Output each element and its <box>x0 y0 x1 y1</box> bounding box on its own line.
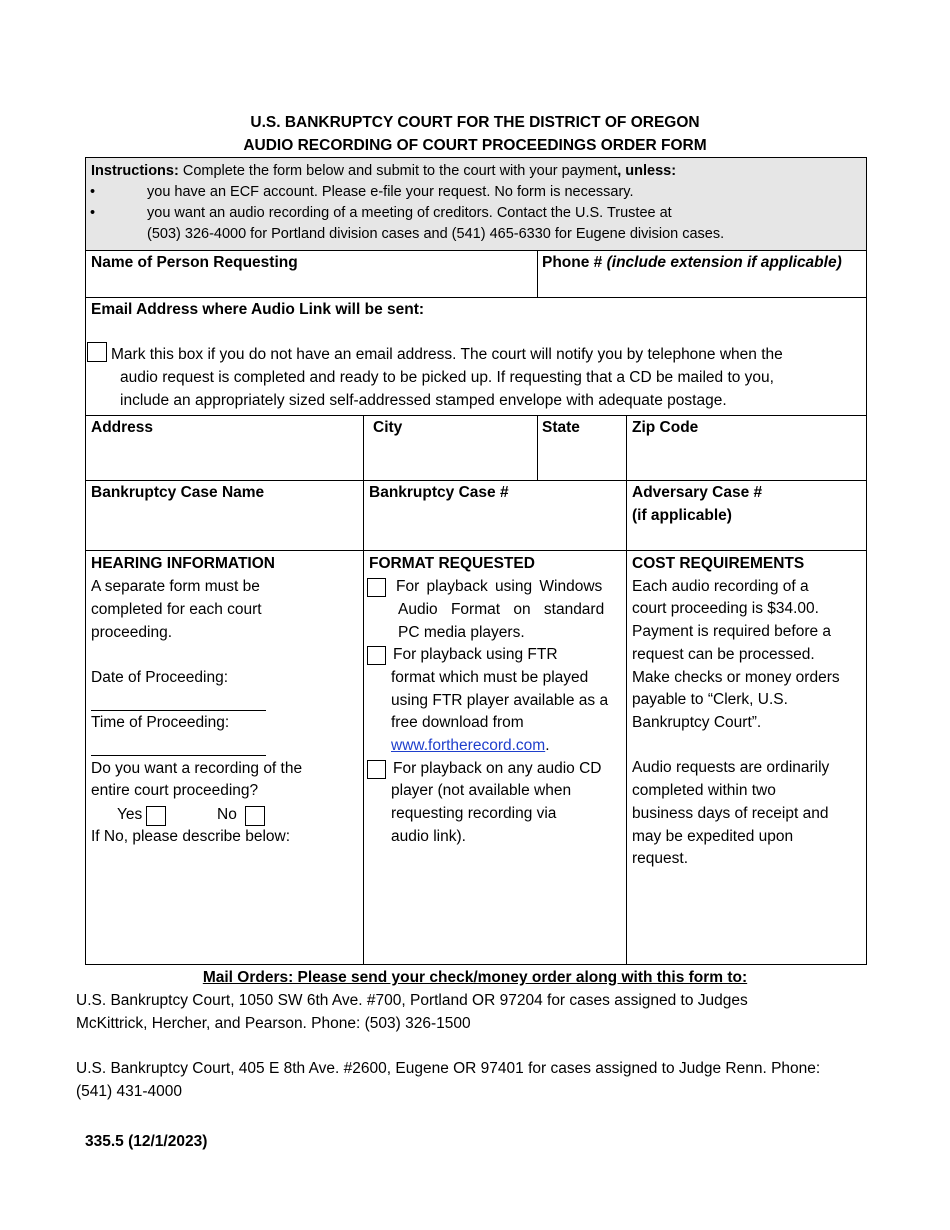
cost-text: Audio requests are ordinarily <box>632 759 830 776</box>
case-name-field-label: Bankruptcy Case Name <box>91 484 265 501</box>
format-windows-text: PC media players. <box>398 624 525 641</box>
describe-label: If No, please describe below: <box>91 828 291 845</box>
cost-text: may be expedited upon <box>632 828 794 845</box>
date-of-proceeding-field[interactable] <box>91 690 266 711</box>
time-of-proceeding-field[interactable] <box>91 735 266 756</box>
cost-text: request. <box>632 850 689 867</box>
zip-field-label: Zip Code <box>632 419 699 436</box>
format-cd-text: audio link). <box>391 828 466 845</box>
entire-proceeding-question: entire court proceeding? <box>91 782 259 799</box>
adversary-field-label: Adversary Case # <box>632 484 763 501</box>
format-ftr-text: For playback using FTR <box>393 646 558 663</box>
instruction-bullet-trustee-phones: (503) 326-4000 for Portland division cases and (541) 465-6330 for Eugene division cases. <box>147 226 725 242</box>
yes-label: Yes <box>117 806 143 823</box>
email-field-label: Email Address where Audio Link will be sent: <box>91 301 425 318</box>
cost-heading: COST REQUIREMENTS <box>632 555 805 572</box>
instructions-text: Instructions: Complete the form below and submit to the court with your payment, unless: <box>91 163 677 179</box>
format-cd-text: requesting recording via <box>391 805 557 822</box>
hearing-text: proceeding. <box>91 624 173 641</box>
cost-text: completed within two <box>632 782 776 799</box>
cost-text: Make checks or money orders <box>632 669 840 686</box>
instruction-bullet-trustee: you want an audio recording of a meeting of creditors. Contact the U.S. Trustee at <box>147 205 672 221</box>
fortherecord-link[interactable]: www.fortherecord.com <box>391 737 546 754</box>
cost-text: business days of receipt and <box>632 805 829 822</box>
case-number-field[interactable] <box>367 506 622 546</box>
cost-text: Bankruptcy Court”. <box>632 714 762 731</box>
format-ftr-text: using FTR player available as a <box>391 692 609 709</box>
adversary-field-hint: (if applicable) <box>632 507 732 524</box>
instruction-bullet-ecf: you have an ECF account. Please e-file your request. No form is necessary. <box>147 184 634 200</box>
bullet-icon: • <box>90 205 96 221</box>
describe-field[interactable] <box>89 852 359 960</box>
eugene-address: U.S. Bankruptcy Court, 405 E 8th Ave. #2600, Eugene OR 97401 for cases assigned to Judge Renn. Phone: <box>76 1060 821 1077</box>
format-cd-text: For playback on any audio CD <box>393 760 602 777</box>
address-field-label: Address <box>91 419 154 436</box>
no-label: No <box>217 806 237 823</box>
format-cd-text: player (not available when <box>391 782 572 799</box>
format-windows-text: For playback using Windows <box>396 578 603 595</box>
format-ftr-text: format which must be played <box>391 669 589 686</box>
case-number-field-label: Bankruptcy Case # <box>369 484 509 501</box>
name-field-label: Name of Person Requesting <box>91 254 298 271</box>
cost-text: request can be processed. <box>632 646 815 663</box>
cost-text: payable to “Clerk, U.S. <box>632 691 788 708</box>
format-ftr-text: free download from <box>391 714 524 731</box>
yes-checkbox[interactable] <box>146 806 166 826</box>
cost-text: court proceeding is $34.00. <box>632 600 819 617</box>
portland-address: McKittrick, Hercher, and Pearson. Phone: (503) 326-1500 <box>76 1015 471 1032</box>
no-email-text-line3: include an appropriately sized self-addressed stamped envelope with adequate postage. <box>120 392 727 409</box>
address-field[interactable] <box>89 440 359 476</box>
cost-text: Payment is required before a <box>632 623 832 640</box>
adversary-field[interactable] <box>630 527 863 547</box>
instructions-label: Instructions: <box>91 163 179 179</box>
no-email-text-line1: Mark this box if you do not have an email address. The court will notify you by telephone when the <box>111 346 783 363</box>
city-field[interactable] <box>367 440 533 476</box>
form-title: AUDIO RECORDING OF COURT PROCEEDINGS ORDER FORM <box>243 137 707 154</box>
format-windows-text: Audio Format on standard <box>398 601 605 618</box>
format-ftr-checkbox[interactable] <box>367 646 386 665</box>
time-of-proceeding-label: Time of Proceeding: <box>91 714 230 731</box>
no-email-text-line2: audio request is completed and ready to be picked up. If requesting that a CD be mailed to you, <box>120 369 774 386</box>
eugene-address: (541) 431-4000 <box>76 1083 182 1100</box>
date-of-proceeding-label: Date of Proceeding: <box>91 669 229 686</box>
no-checkbox[interactable] <box>245 806 265 826</box>
state-field[interactable] <box>541 440 622 476</box>
ftr-link-line: www.fortherecord.com. <box>391 737 550 754</box>
form-number: 335.5 (12/1/2023) <box>85 1133 208 1150</box>
cost-text: Each audio recording of a <box>632 578 809 595</box>
email-field[interactable] <box>89 322 863 340</box>
bullet-icon: • <box>90 184 96 200</box>
case-name-field[interactable] <box>89 506 359 546</box>
format-heading: FORMAT REQUESTED <box>369 555 535 572</box>
hearing-heading: HEARING INFORMATION <box>91 555 275 572</box>
court-title: U.S. BANKRUPTCY COURT FOR THE DISTRICT OF OREGON <box>250 114 700 131</box>
no-email-checkbox[interactable] <box>87 342 107 362</box>
format-cd-checkbox[interactable] <box>367 760 386 779</box>
zip-field[interactable] <box>630 440 863 476</box>
entire-proceeding-question: Do you want a recording of the <box>91 760 303 777</box>
portland-address: U.S. Bankruptcy Court, 1050 SW 6th Ave. #700, Portland OR 97204 for cases assigned to Judges <box>76 992 748 1009</box>
city-field-label: City <box>373 419 403 436</box>
hearing-text: A separate form must be <box>91 578 260 595</box>
phone-field[interactable] <box>541 274 863 294</box>
state-field-label: State <box>542 419 580 436</box>
phone-field-label: Phone # (include extension if applicable) <box>542 254 842 271</box>
mail-orders-heading: Mail Orders: Please send your check/money order along with this form to: <box>202 969 748 986</box>
hearing-text: completed for each court <box>91 601 262 618</box>
format-windows-checkbox[interactable] <box>367 578 386 597</box>
name-field[interactable] <box>89 274 533 294</box>
